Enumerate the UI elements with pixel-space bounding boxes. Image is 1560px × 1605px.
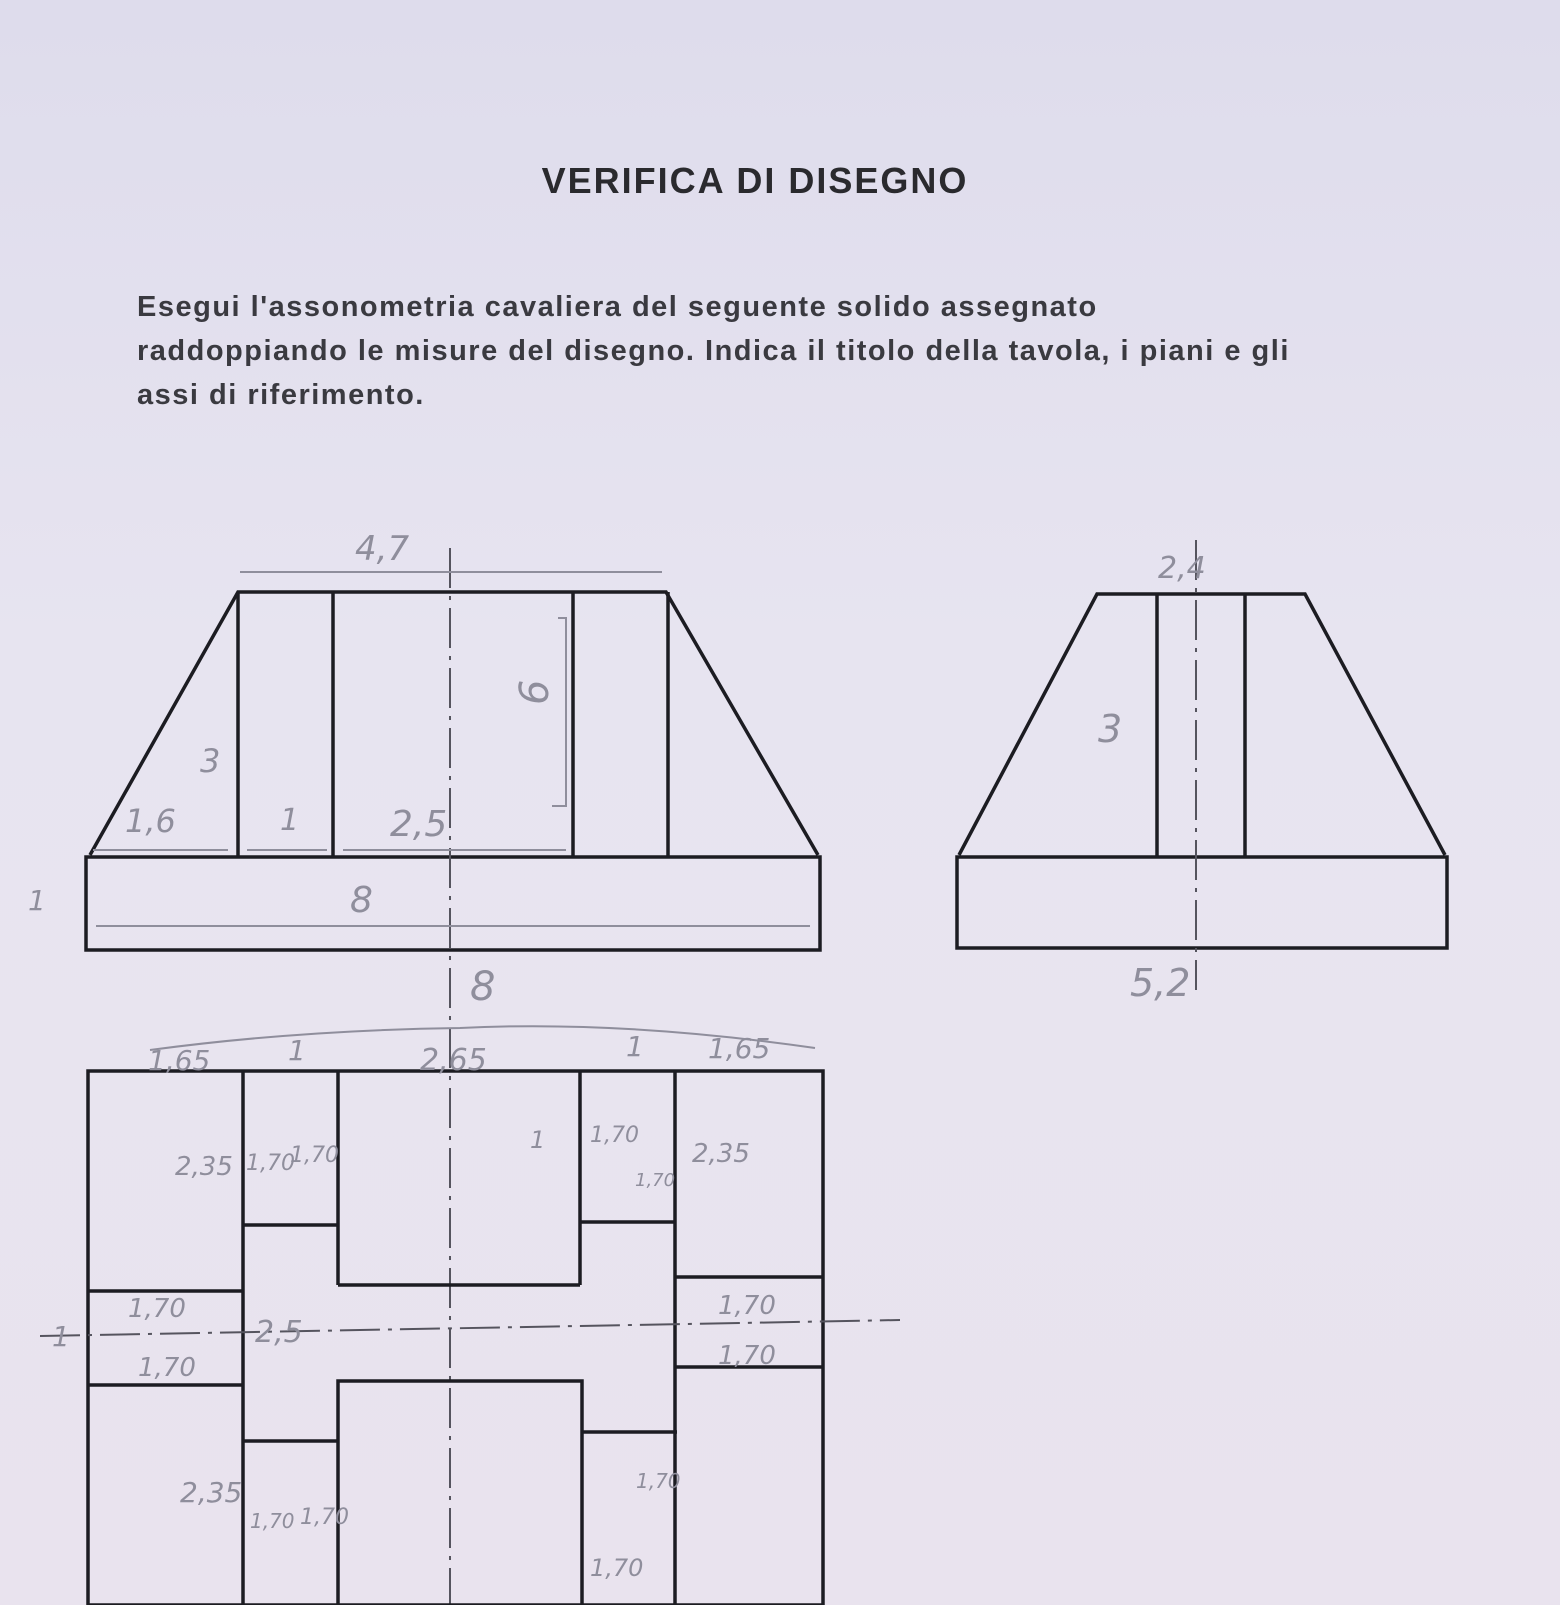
side-view — [957, 594, 1447, 948]
anno-plan-top-1: 1,65 — [148, 1044, 211, 1077]
anno-plan-ur-3: 1,70 — [635, 1170, 676, 1191]
anno-plan-ul-1: 2,35 — [175, 1152, 233, 1182]
document-title: VERIFICA DI DISEGNO — [541, 160, 969, 201]
anno-plan-top-2: 1 — [288, 1034, 306, 1067]
anno-front-center-seg: 2,5 — [390, 804, 448, 845]
front-view-annotations — [28, 529, 558, 921]
anno-plan-overall: 8 — [470, 964, 496, 1010]
anno-plan-ll-3: 1,70 — [300, 1505, 349, 1530]
anno-side-slope-height: 3 — [1098, 707, 1123, 751]
anno-plan-ml-2: 1,70 — [138, 1353, 196, 1383]
anno-plan-mr-2: 1,70 — [718, 1341, 776, 1371]
anno-side-top-width: 2,4 — [1158, 551, 1206, 586]
anno-plan-mr-1: 1,70 — [718, 1291, 776, 1321]
anno-plan-ul-2: 1,70 — [246, 1151, 295, 1176]
anno-plan-top-4: 1 — [626, 1030, 644, 1063]
plan-view-annotations — [52, 964, 776, 1582]
anno-side-base-width: 5,2 — [1130, 961, 1191, 1005]
anno-plan-lr-2: 1,70 — [590, 1554, 644, 1582]
side-view-trapezoid — [959, 594, 1445, 855]
side-view-annotations — [1098, 551, 1206, 1005]
anno-plan-top-3: 2,65 — [420, 1043, 487, 1078]
anno-front-base-width: 8 — [350, 880, 373, 921]
anno-plan-mid: 2,5 — [255, 1315, 303, 1350]
anno-plan-lr-1: 1,70 — [636, 1469, 681, 1493]
instructions-line-2: raddoppiando le misure del disegno. Indica il titolo della tavola, i piani e gli — [137, 335, 1290, 367]
anno-front-top-width: 4,7 — [355, 529, 410, 569]
anno-plan-ur-4: 2,35 — [692, 1139, 750, 1169]
anno-plan-ur-2: 1,70 — [590, 1123, 639, 1148]
anno-plan-ll-1: 2,35 — [180, 1476, 243, 1509]
anno-front-slope-height: 3 — [200, 742, 221, 780]
front-view-trapezoid — [90, 592, 818, 855]
plan-line-c4 — [338, 1381, 582, 1605]
front-view — [86, 592, 820, 950]
anno-front-base-height: 1 — [28, 884, 46, 917]
instructions-line-1: Esegui l'assonometria cavaliera del seguente solido assegnato — [137, 291, 1098, 323]
anno-front-height: 6 — [512, 679, 558, 705]
anno-front-mid-seg: 1 — [280, 803, 300, 838]
anno-plan-ur-1: 1 — [530, 1126, 546, 1154]
anno-front-left-seg: 1,6 — [125, 802, 176, 840]
anno-plan-ml-1: 1,70 — [128, 1294, 186, 1324]
anno-plan-top-5: 1,65 — [708, 1032, 771, 1065]
side-view-base — [957, 857, 1447, 948]
anno-plan-ll-2: 1,70 — [250, 1509, 295, 1533]
dim-height-bracket — [552, 618, 566, 806]
anno-plan-ul-3: 1,70 — [290, 1143, 339, 1168]
front-view-base — [86, 857, 820, 950]
instructions-line-3: assi di riferimento. — [137, 379, 425, 411]
anno-plan-axis-mark: 1 — [52, 1320, 70, 1353]
pencil-dimension-lines — [93, 572, 815, 1050]
